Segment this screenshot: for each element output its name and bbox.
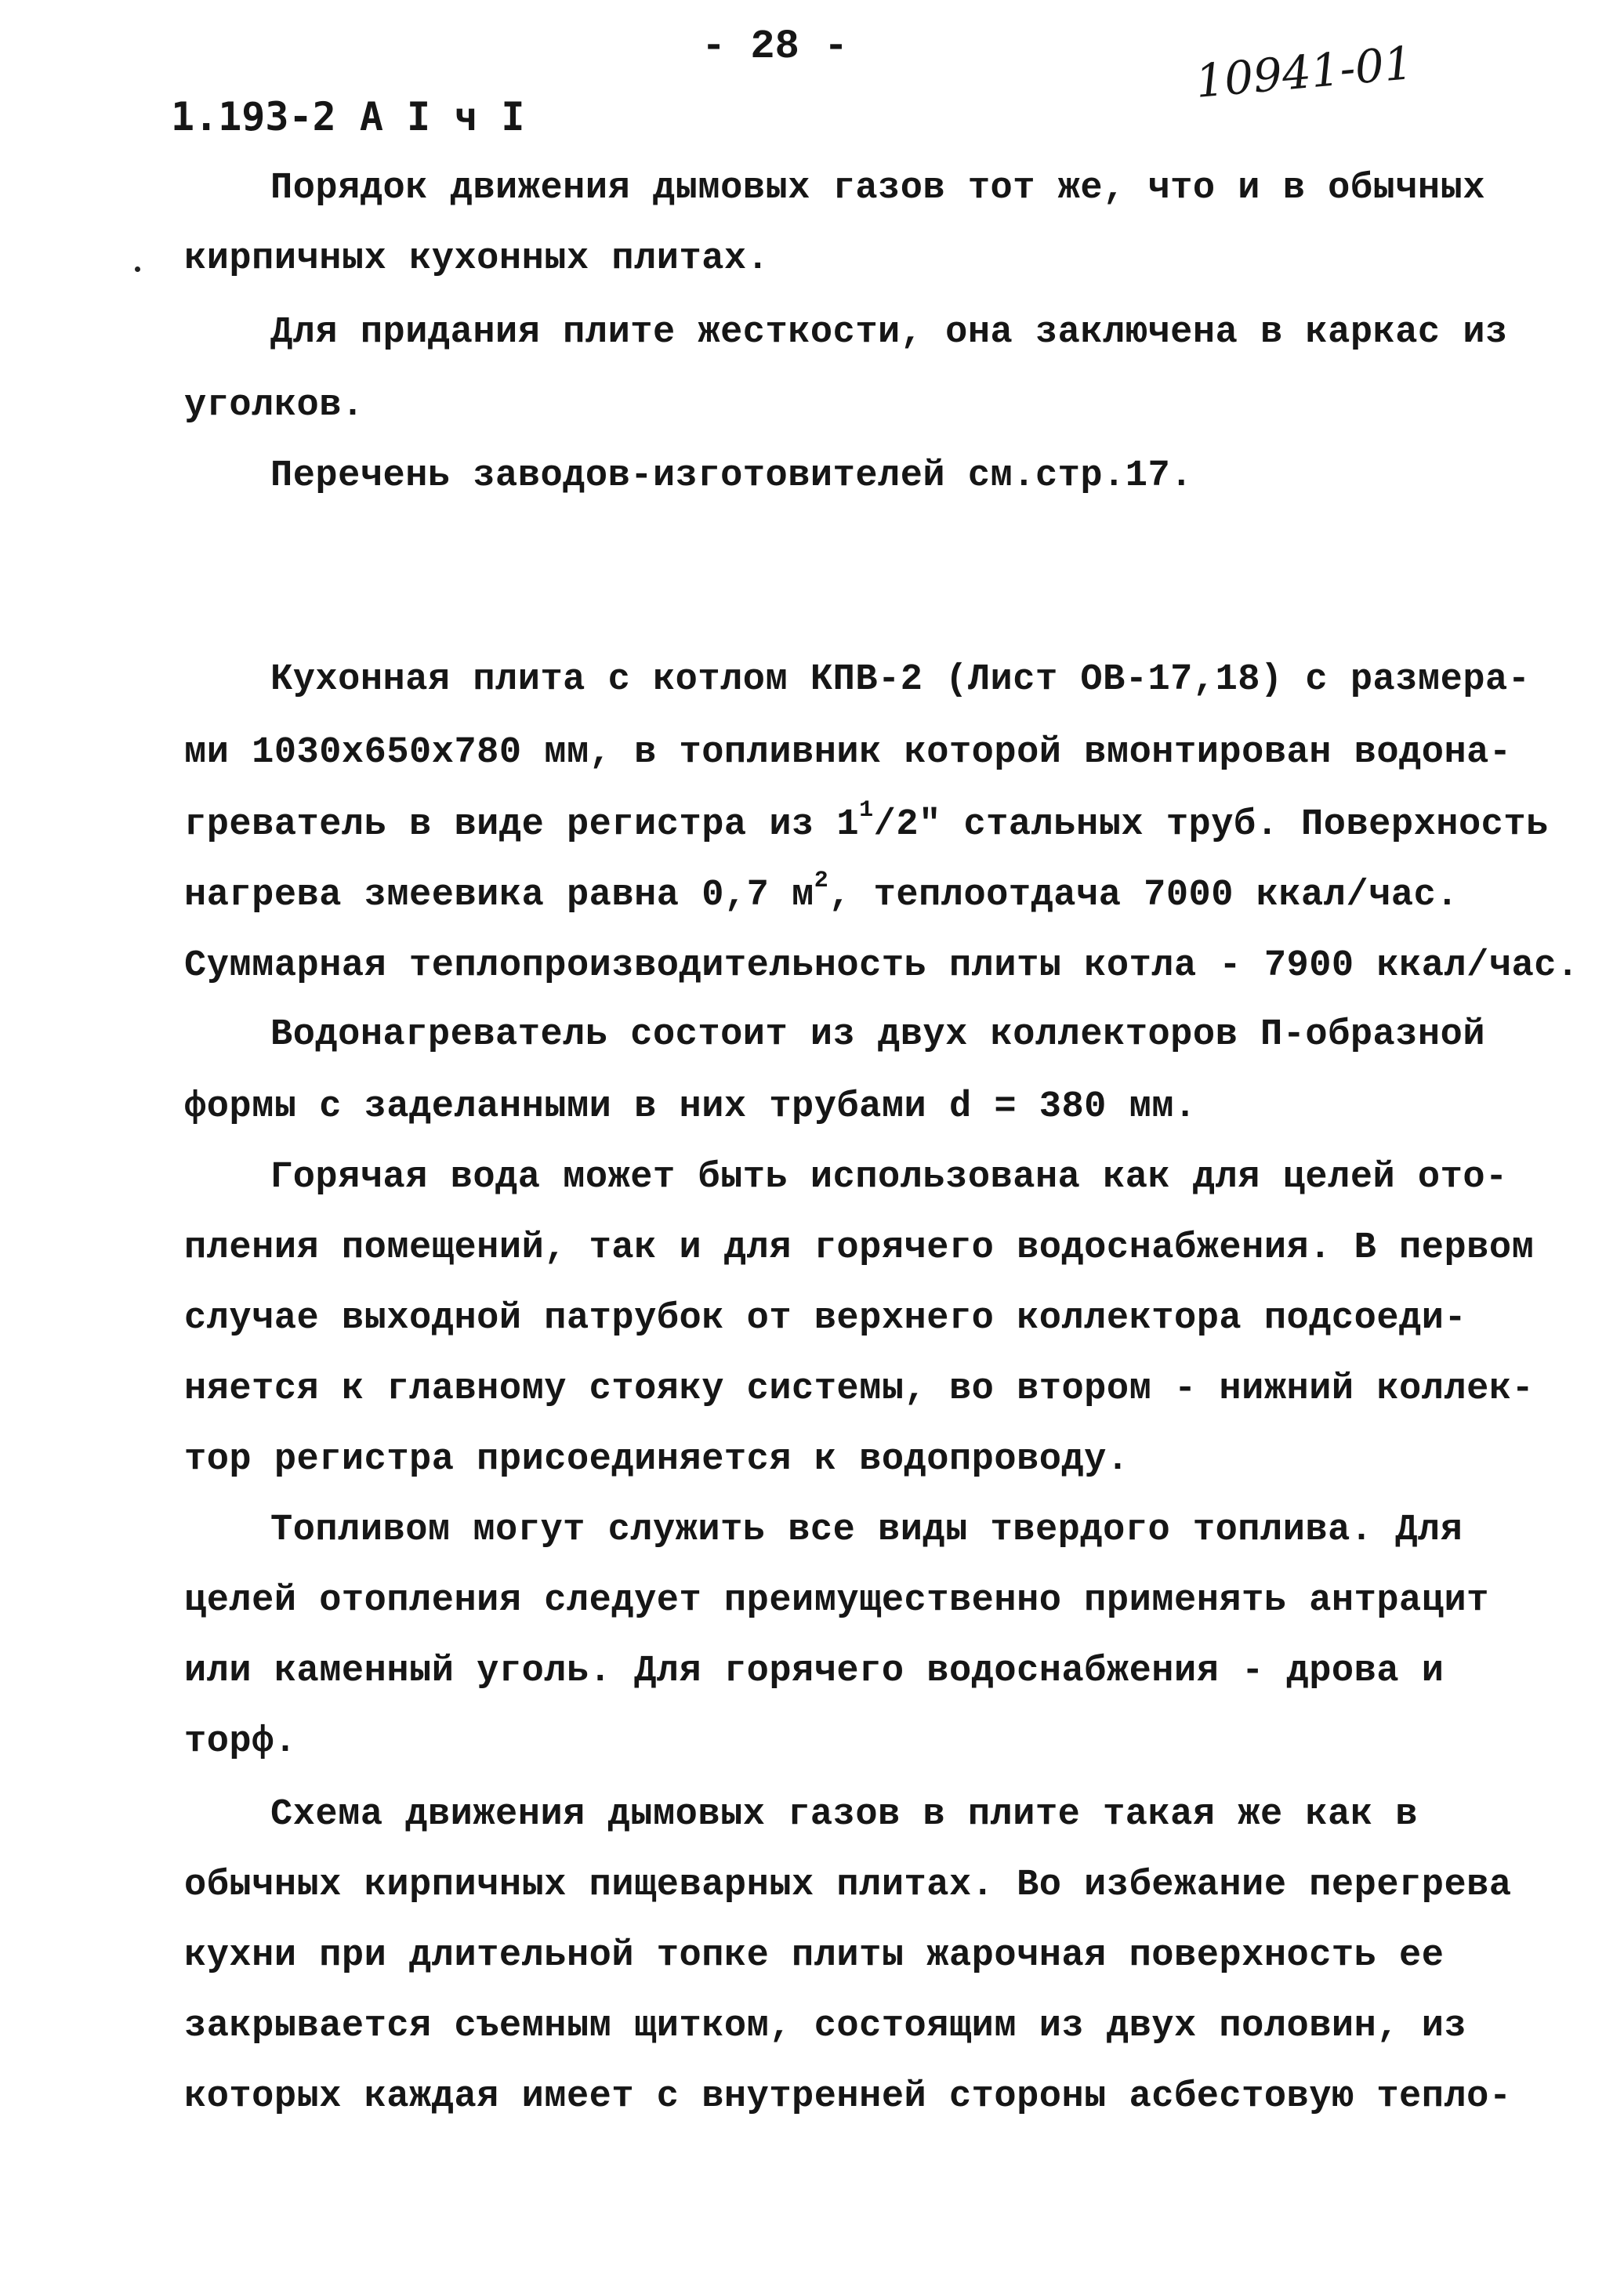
text-line: Водонагреватель состоит из двух коллекторов П-образной [270,1014,1486,1056]
text-line: нагрева змеевика равна 0,7 $м^2$, теплоотдача 7000 ккал/час. [184,868,1459,916]
text-line: целей отопления следует преимущественно применять антрацит [184,1580,1489,1622]
text-line: Перечень заводов-изготовителей см.стр.17. [270,455,1193,497]
page-number: - 28 - [701,24,849,70]
superscript: 2 [814,868,829,895]
text-line: няется к главному стояку системы, во втором - нижний коллек- [184,1368,1535,1410]
text-line: формы с заделанными в них трубами d = 380 мм. [184,1086,1197,1128]
text-line: Схема движения дымовых газов в плите такая же как в [270,1794,1418,1836]
margin-dot [135,266,140,272]
text-line: Суммарная теплопроизводительность плиты котла - 7900 ккал/час. [184,945,1579,987]
text-line: Горячая вода может быть использована как для целей ото- [270,1157,1508,1198]
text-line: Порядок движения дымовых газов тот же, что и в обычных [270,168,1486,209]
text-line: обычных кирпичных пищеварных плитах. Во избежание перегрева [184,1865,1512,1906]
text-line: кухни при длительной топке плиты жарочная поверхность ее [184,1935,1445,1977]
text-line: Для придания плите жесткости, она заключена в каркас из [270,312,1508,353]
text-line: тор регистра присоединяется к водопроводу. [184,1439,1129,1481]
text-line: случае выходной патрубок от верхнего коллектора подсоеди- [184,1298,1467,1339]
text-line: пления помещений, так и для горячего водоснабжения. В первом [184,1227,1535,1269]
document-code: 1.193-2 А I ч I [171,94,525,140]
superscript: 1 [859,797,874,825]
text-line: греватель в виде регистра из $1^1/2$" стальных труб. Поверхность [184,797,1549,846]
text-line: или каменный уголь. Для горячего водоснабжения - дрова и [184,1651,1445,1692]
handwritten-number: 10941-01 [1193,36,1416,108]
text-line: ми 1030х650х780 мм, в топливник которой вмонтирован водона- [184,732,1512,774]
text-line: Топливом могут служить все виды твердого топлива. Для [270,1510,1463,1551]
text-line: которых каждая имеет с внутренней стороны асбестовую тепло- [184,2076,1512,2118]
text-line: Кухонная плита с котлом КПВ-2 (Лист ОВ-17,18) с размера- [270,659,1531,701]
text-line: кирпичных кухонных плитах. [184,238,770,280]
text-line: торф. [184,1721,297,1763]
text-line: уголков. [184,385,364,426]
text-line: закрывается съемным щитком, состоящим из двух половин, из [184,2006,1467,2047]
